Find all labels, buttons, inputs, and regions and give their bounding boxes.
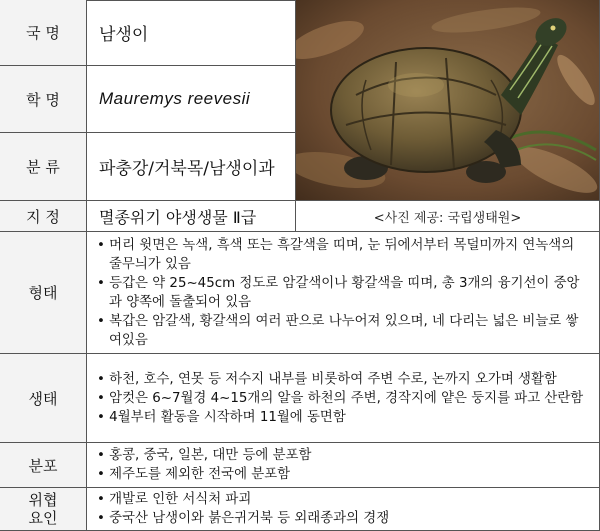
threat-label-cell (0, 488, 87, 531)
photo-caption-cell (296, 201, 600, 232)
class-value: 파충강/거북목/남생이과 (99, 159, 275, 179)
name-label-cell (0, 0, 87, 66)
status-label: 지 정 (26, 207, 60, 226)
list-item: • 제주도를 제외한 전국에 분포함 (97, 467, 291, 482)
name-label: 국 명 (26, 24, 60, 42)
list-item: • 홍콩, 중국, 일본, 대만 등에 분포함 (97, 448, 312, 463)
turtle-image (296, 0, 600, 201)
photo-caption: <사진 제공: 국립생태원> (373, 210, 522, 226)
turtle-photo (296, 0, 600, 201)
morphology-label-cell (0, 232, 87, 354)
sci-value-cell (87, 66, 296, 133)
status-value-cell (87, 201, 296, 232)
ecology-list (87, 370, 593, 427)
name-value: 남생이 (99, 25, 149, 45)
scientific-name: Mauremys reevesii (99, 89, 251, 108)
list-item: • 복갑은 암갈색, 황갈색의 여러 판으로 나누어져 있으며, 네 다리는 넓은 비늘로 쌓여있음 (97, 313, 579, 348)
sci-label: 학 명 (26, 90, 60, 109)
threat-label-line1: 위협 (28, 491, 58, 509)
list-item: • 하천, 호수, 연못 등 저수지 내부를 비롯하여 주변 수로, 논까지 오가며 생활함 (97, 371, 557, 387)
class-label: 분 류 (26, 158, 60, 176)
ecology-label: 생태 (28, 389, 58, 408)
list-item: • 등갑은 약 25~45cm 정도로 암갈색이나 황갈색을 띠며, 총 3개의 융기선이 중앙과 양쪽에 돌출되어 있음 (97, 275, 580, 310)
sci-label-cell (0, 66, 87, 133)
threat-label-line2: 요인 (28, 509, 58, 527)
list-item: • 암컷은 6~7월경 4~15개의 알을 하천의 주변, 경작지에 얕은 둥지를 파고 산란함 (97, 390, 584, 406)
morphology-label: 형태 (28, 284, 58, 302)
list-item: • 머리 윗면은 녹색, 흑색 또는 흑갈색을 띠며, 눈 뒤에서부터 목덜미까지 연녹색의 줄무늬가 있음 (97, 237, 575, 272)
morphology-list (87, 236, 599, 350)
distribution-body-cell (87, 443, 600, 488)
status-value: 멸종위기 야생생물 Ⅱ급 (99, 207, 257, 227)
list-item: • 중국산 남생이와 붉은귀거북 등 외래종과의 경쟁 (97, 511, 390, 526)
threat-list (87, 490, 399, 528)
list-item: • 4월부터 활동을 시작하며 11월에 동면함 (97, 409, 346, 425)
ecology-label-cell (0, 354, 87, 443)
list-item: • 개발로 인한 서식처 파괴 (97, 492, 252, 507)
morphology-body-cell (87, 232, 600, 354)
distribution-label-cell (0, 443, 87, 488)
class-value-cell (87, 133, 296, 201)
distribution-label: 분포 (28, 456, 58, 475)
distribution-list (87, 446, 321, 484)
ecology-body-cell (87, 354, 600, 443)
threat-body-cell (87, 488, 600, 531)
class-label-cell (0, 133, 87, 201)
name-value-cell (87, 0, 296, 66)
status-label-cell (0, 201, 87, 232)
